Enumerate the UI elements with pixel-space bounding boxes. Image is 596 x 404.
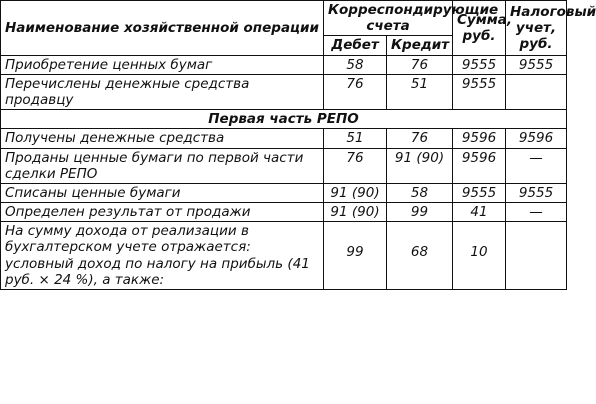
operation-name-top: На сумму дохода от реализации в бухгалтерском учете отражается: xyxy=(5,223,251,256)
operation-name: Списаны ценные бумаги xyxy=(1,183,324,202)
credit-value: 76 xyxy=(387,55,453,74)
section-row xyxy=(1,110,567,129)
table-row xyxy=(1,148,567,183)
credit-value: 76 xyxy=(387,129,453,148)
debit-value: 51 xyxy=(324,129,387,148)
tax-value: 9555 xyxy=(506,183,567,202)
table-row xyxy=(1,183,567,202)
debit-value: 99 xyxy=(324,222,387,290)
tax-value: 9555 xyxy=(506,55,567,74)
tax-value: — xyxy=(506,148,567,183)
operation-name: Проданы ценные бумаги по первой части сделки РЕПО xyxy=(1,148,324,183)
credit-value: 99 xyxy=(387,203,453,222)
operation-name: Приобретение ценных бумаг xyxy=(1,55,324,74)
table-row xyxy=(1,203,567,222)
amount-value: 10 xyxy=(453,222,506,290)
debit-value: 91 (90) xyxy=(324,203,387,222)
header-debit: Дебет xyxy=(324,36,387,55)
section-title: Первая часть РЕПО xyxy=(1,110,567,129)
tax-value: 9596 xyxy=(506,129,567,148)
amount-value: 9596 xyxy=(453,148,506,183)
operation-name: Получены денежные средства xyxy=(1,129,324,148)
operation-name-bottom: условный доход по налогу на прибыль (41 руб. × 24 %), а также: xyxy=(5,255,310,288)
credit-value: 91 (90) xyxy=(387,148,453,183)
table-row xyxy=(1,74,567,109)
header-operation: Наименование хозяйственной операции xyxy=(1,1,324,56)
tax-value xyxy=(506,222,567,290)
header-accounts: Корреспондирующие счета xyxy=(324,1,453,36)
amount-value: 9555 xyxy=(453,55,506,74)
amount-value: 9555 xyxy=(453,74,506,109)
amount-value: 9555 xyxy=(453,183,506,202)
header-amount: Сумма, руб. xyxy=(453,1,506,56)
tax-value xyxy=(506,74,567,109)
credit-value: 68 xyxy=(387,222,453,290)
tax-value: — xyxy=(506,203,567,222)
debit-value: 91 (90) xyxy=(324,183,387,202)
debit-value: 76 xyxy=(324,148,387,183)
amount-value: 9596 xyxy=(453,129,506,148)
header-credit: Кредит xyxy=(387,36,453,55)
debit-value: 76 xyxy=(324,74,387,109)
header-tax: Налоговый учет, руб. xyxy=(506,1,567,56)
header-row-1 xyxy=(1,1,567,36)
operation-name: Определен результат от продажи xyxy=(1,203,324,222)
operation-name xyxy=(1,222,324,290)
credit-value: 58 xyxy=(387,183,453,202)
operation-name: Перечислены денежные средства продавцу xyxy=(1,74,324,109)
amount-value: 41 xyxy=(453,203,506,222)
credit-value: 51 xyxy=(387,74,453,109)
debit-value: 58 xyxy=(324,55,387,74)
table-row xyxy=(1,55,567,74)
table-row xyxy=(1,222,567,290)
table-row xyxy=(1,129,567,148)
